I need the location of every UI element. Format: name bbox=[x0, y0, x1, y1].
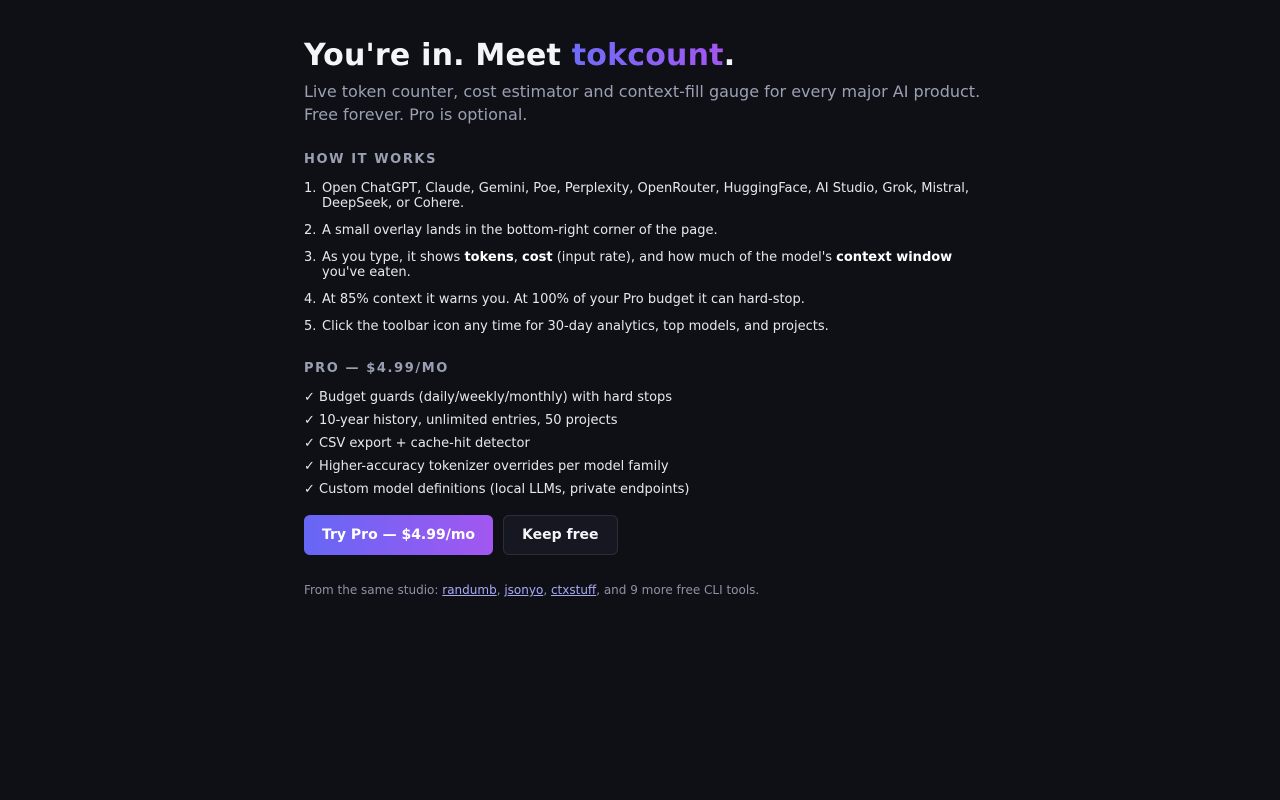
check-icon: ✓ bbox=[304, 482, 315, 497]
feature-text: 10-year history, unlimited entries, 50 projects bbox=[319, 413, 618, 428]
check-icon: ✓ bbox=[304, 390, 315, 405]
studio-footer bbox=[304, 583, 984, 597]
step-text-part: , bbox=[513, 250, 522, 265]
step-text: Click the toolbar icon any time for 30-day analytics, top models, and projects. bbox=[322, 319, 829, 334]
check-icon: ✓ bbox=[304, 413, 315, 428]
step-text: At 85% context it warns you. At 100% of your Pro budget it can hard-stop. bbox=[322, 292, 805, 307]
step-item bbox=[304, 223, 984, 238]
page-title bbox=[304, 36, 984, 76]
step-number: 1. bbox=[304, 181, 317, 196]
step-item bbox=[304, 319, 984, 334]
feature-text: Higher-accuracy tokenizer overrides per model family bbox=[319, 459, 669, 474]
pro-features-list bbox=[304, 390, 984, 497]
check-icon: ✓ bbox=[304, 459, 315, 474]
how-it-works-section bbox=[304, 152, 984, 334]
step-number: 5. bbox=[304, 319, 317, 334]
page-subtitle: Live token counter, cost estimator and context-fill gauge for every major AI product. Free forever. Pro is optional. bbox=[304, 82, 981, 124]
check-icon: ✓ bbox=[304, 436, 315, 451]
step-text: Open ChatGPT, Claude, Gemini, Poe, Perplexity, OpenRouter, HuggingFace, AI Studio, Grok, Mistral, DeepSeek, or Cohere. bbox=[322, 181, 970, 211]
pro-section bbox=[304, 361, 984, 497]
feature-item bbox=[304, 390, 984, 405]
step-emphasis-context-window: context window bbox=[836, 250, 953, 265]
keep-free-button[interactable]: Keep free bbox=[503, 515, 617, 555]
feature-item bbox=[304, 459, 984, 474]
try-pro-button[interactable]: Try Pro — $4.99/mo bbox=[304, 515, 493, 555]
feature-item bbox=[304, 413, 984, 428]
step-emphasis-cost: cost bbox=[522, 250, 553, 265]
page-content bbox=[304, 36, 984, 597]
step-number: 2. bbox=[304, 223, 317, 238]
feature-text: Custom model definitions (local LLMs, private endpoints) bbox=[319, 482, 690, 497]
step-item bbox=[304, 181, 984, 211]
pro-heading: PRO — $4.99/MO bbox=[304, 361, 449, 376]
link-jsonyo[interactable]: jsonyo bbox=[504, 583, 544, 597]
step-number: 4. bbox=[304, 292, 317, 307]
title-suffix: . bbox=[723, 38, 736, 73]
footer-separator: , bbox=[496, 583, 505, 597]
step-emphasis-tokens: tokens bbox=[464, 250, 514, 265]
link-randumb[interactable]: randumb bbox=[442, 583, 497, 597]
feature-text: CSV export + cache-hit detector bbox=[319, 436, 530, 451]
feature-item bbox=[304, 436, 984, 451]
footer-suffix: , and 9 more free CLI tools. bbox=[596, 583, 760, 597]
step-item bbox=[304, 250, 984, 280]
step-text-part: As you type, it shows bbox=[322, 250, 465, 265]
how-it-works-heading: HOW IT WORKS bbox=[304, 152, 438, 167]
step-text bbox=[322, 250, 952, 280]
steps-list bbox=[304, 181, 984, 334]
action-buttons bbox=[304, 515, 984, 555]
step-text-part: (input rate), and how much of the model's bbox=[552, 250, 837, 265]
footer-separator: , bbox=[543, 583, 551, 597]
step-item bbox=[304, 292, 984, 307]
step-text: A small overlay lands in the bottom-right corner of the page. bbox=[322, 223, 718, 238]
feature-text: Budget guards (daily/weekly/monthly) with hard stops bbox=[319, 390, 673, 405]
step-text-part: you've eaten. bbox=[322, 265, 411, 280]
title-prefix: You're in. Meet bbox=[304, 38, 572, 73]
link-ctxstuff[interactable]: ctxstuff bbox=[550, 583, 597, 597]
feature-item bbox=[304, 482, 984, 497]
brand-name: tokcount bbox=[571, 38, 724, 73]
footer-prefix: From the same studio: bbox=[304, 583, 443, 597]
step-number: 3. bbox=[304, 250, 317, 265]
